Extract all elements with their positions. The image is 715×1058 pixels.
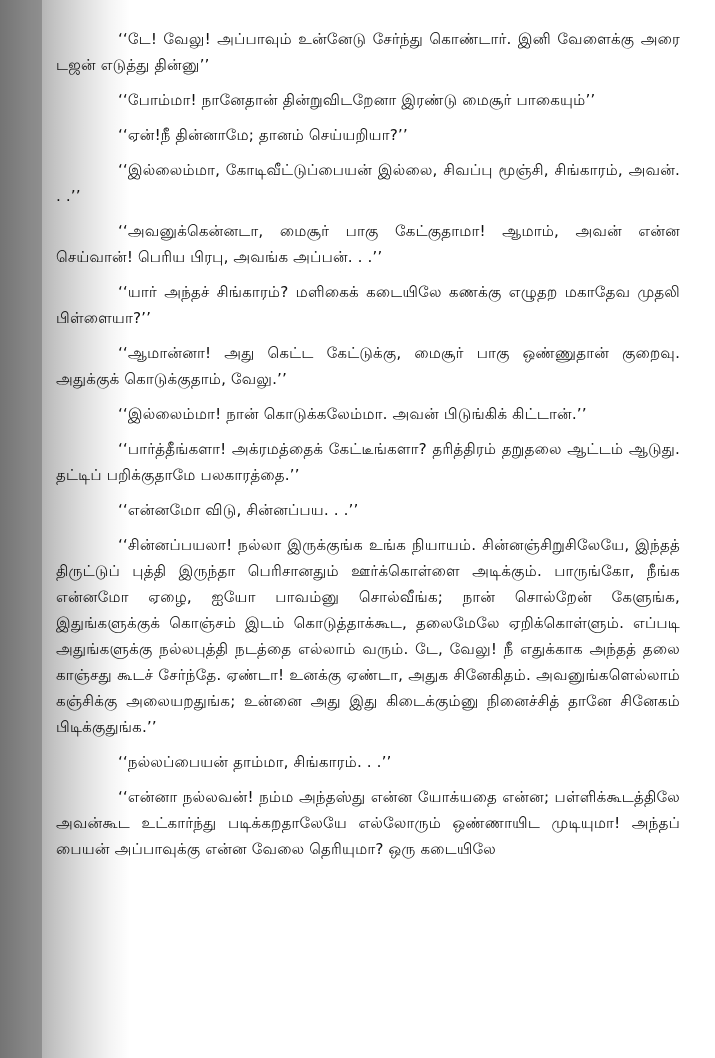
paragraph: ‘‘யார் அந்தச் சிங்காரம்? மளிகைக் கடையிலே கணக்கு எழுதற மகாதேவ முதலி பிள்ளையா?’’	[56, 283, 680, 327]
paragraph: ‘‘ஏன்!நீ தின்னாமே; தானம் செய்யறியா?’’	[118, 126, 408, 144]
paragraph: ‘‘போம்மா! நானேதான் தின்றுவிடறேனா இரண்டு மைசூர் பாகையும்’’	[118, 91, 596, 109]
paragraph: ‘‘என்னா நல்லவன்! நம்ம அந்தஸ்து என்ன யோக்யதை என்ன; பள்ளிக்கூடத்திலே அவன்கூட உட்கார்ந்து படிக்கறதாலேயே எல்லோரும் ஒண்ணாயிட முடியுமா! அந்தப் பையன் அப்பாவுக்கு என்ன வேலை தெரியுமா? ஒரு கடையிலே	[56, 788, 680, 858]
paragraph: ‘‘இல்லைம்மா, கோடிவீட்டுப்பையன் இல்லை, சிவப்பு மூஞ்சி, சிங்காரம், அவன். . .’’	[56, 161, 680, 205]
paragraph: ‘‘அவனுக்கென்னடா, மைசூர் பாகு கேட்குதாமா! ஆமாம், அவன் என்ன செய்வான்! பெரிய பிரபு, அவங்க அப்பன். . .’’	[56, 222, 680, 266]
paragraph: ‘‘நல்லப்பையன் தாம்மா, சிங்காரம். . .’’	[118, 753, 392, 771]
paragraph: ‘‘என்னமோ விடு, சின்னப்பய. . .’’	[118, 501, 359, 519]
scan-binding-edge	[0, 0, 42, 1058]
paragraph: ‘‘ஆமான்னா! அது கெட்ட கேட்டுக்கு, மைசூர் பாகு ஒண்ணுதான் குறைவு. அதுக்குக் கொடுக்குதாம், வேலு.’’	[56, 344, 680, 388]
paragraph: ‘‘டே! வேலு! அப்பாவும் உன்னேடு சேர்ந்து கொண்டார். இனி வேளைக்கு அரை டஜன் எடுத்து தின்னு’’	[56, 30, 680, 74]
paragraph: ‘‘பார்த்தீங்களா! அக்ரமத்தைக் கேட்டீங்களா? தரித்திரம் தறுதலை ஆட்டம் ஆடுது. தட்டிப் பறிக்குதாமே பலகாரத்தை.’’	[56, 440, 680, 484]
page-text	[56, 26, 680, 871]
paragraph: ‘‘இல்லைம்மா! நான் கொடுக்கலேம்மா. அவன் பிடுங்கிக் கிட்டான்.’’	[118, 405, 587, 423]
paragraph: ‘‘சின்னப்பயலா! நல்லா இருக்குங்க உங்க நியாயம். சின்னஞ்சிறுசிலேயே, இந்தத் திருட்டுப் புத்தி இருந்தா பெரிசானதும் ஊர்க்கொள்ளை அடிக்கும். பாருங்கோ, நீங்க என்னமோ ஏழை, ஐயோ பாவம்னு சொல்வீங்க; நான் சொல்றேன் கேளுங்க, இதுங்களுக்குக் கொஞ்சம் இடம் கொடுத்தாக்கூட, தலைமேலே ஏறிக்கொள்ளும். எப்படி அதுங்களுக்கு நல்லபுத்தி நடத்தை எல்லாம் வரும். டே, வேலு! நீ எதுக்காக அந்தத் தலை காஞ்சது கூடச் சேர்ந்தே. ஏண்டா! உனக்கு ஏண்டா, அதுக சினேகிதம். அவனுங்களெல்லாம் கஞ்சிக்கு அலையறதுங்க; உன்னை அது இது கிடைக்கும்னு நினைச்சித் தானே சினேகம் பிடிக்குதுங்க.’’	[56, 536, 680, 736]
